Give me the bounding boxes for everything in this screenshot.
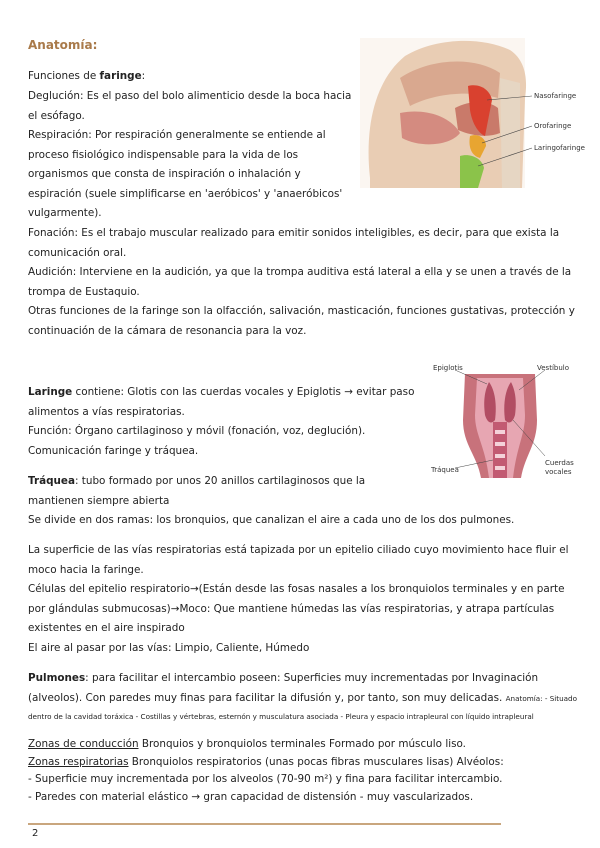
traquea-line: Se divide en dos ramas: los bronquios, que canalizan el aire a cada uno de los dos pulmones. xyxy=(28,514,515,526)
faringe-line: Audición: Interviene en la audición, ya que la trompa auditiva está lateral a ella y se unen a través de la xyxy=(28,266,572,278)
zona-conduccion-rest: Bronquios y bronquiolos terminales Formado por músculo liso. xyxy=(138,738,466,750)
faringe-line: Fonación: Es el trabajo muscular realizado para emitir sonidos inteligibles, es decir, para que exista la xyxy=(28,227,560,239)
epitelio-line: Células del epitelio respiratorio→(Están desde las fosas nasales a los bronquiolos terminales y en parte xyxy=(28,583,565,595)
pulmones-anatomia-detail: dentro de la cavidad toráxica - Costillas y vértebras, esternón y musculatura asociada - Pleura y espacio intrapleural con líquido intrapleural xyxy=(28,712,534,721)
pulmones-anatomia: Anatomía: - Situado xyxy=(505,694,578,703)
faringe-line: Deglución: Es el paso del bolo alimenticio desde la boca hacia xyxy=(28,90,352,102)
pulmones-line xyxy=(28,669,538,689)
label-traquea: Tráquea xyxy=(431,466,459,474)
faringe-line: el esófago. xyxy=(28,110,85,122)
faringe-line: espiración (suele simplificarse en 'aeróbicos' y 'anaeróbicos' xyxy=(28,188,343,200)
pulmones-rest: : para facilitar el intercambio poseen: Superficies muy incrementadas por Invaginación xyxy=(85,672,539,684)
traquea-line: mantienen siempre abierta xyxy=(28,495,170,507)
laringe-bold: Laringe xyxy=(28,386,73,398)
zona-conduccion-label: Zonas de conducción xyxy=(28,738,139,750)
faringe-intro xyxy=(28,67,145,87)
pulmones-bold: Pulmones xyxy=(28,672,86,684)
faringe-line: organismos que consta de inspiración o inhalación y xyxy=(28,168,301,180)
traquea-rest: : tubo formado por unos 20 anillos cartilaginosos que la xyxy=(74,475,366,487)
faringe-line: Respiración: Por respiración generalmente se entiende al xyxy=(28,129,326,141)
zona-item: - Superficie muy incrementada por los alveolos (70-90 m²) y fina para facilitar intercambio. xyxy=(28,773,503,785)
epitelio-line: La superficie de las vías respiratorias está tapizada por un epitelio ciliado cuyo movimiento hace fluir el xyxy=(28,544,569,556)
label-cuerdas: Cuerdas xyxy=(545,459,574,467)
pulmones-line xyxy=(28,689,577,709)
larynx-diagram xyxy=(425,360,580,480)
label-vocales: vocales xyxy=(545,468,572,476)
faringe-intro-pre: Funciones de xyxy=(28,70,100,82)
epitelio-line: por glándulas submucosas)→Moco: Que mantiene húmedas las vías respiratorias, y atrapa partículas xyxy=(28,603,555,615)
traquea-bold: Tráquea xyxy=(28,475,75,487)
faringe-line: comunicación oral. xyxy=(28,247,127,259)
traquea-line xyxy=(28,472,365,492)
footer-divider xyxy=(28,823,501,825)
page-number: 2 xyxy=(32,828,39,839)
laringe-line: Comunicación faringe y tráquea. xyxy=(28,445,199,457)
laringe-line: Función: Órgano cartilaginoso y móvil (fonación, voz, deglución). xyxy=(28,425,366,437)
faringe-intro-bold: faringe xyxy=(99,70,142,82)
epitelio-line: El aire al pasar por las vías: Limpio, Caliente, Húmedo xyxy=(28,642,310,654)
label-orofaringe: Orofaringe xyxy=(534,122,572,130)
laringe-line xyxy=(28,383,414,403)
laringe-rest: contiene: Glotis con las cuerdas vocales y Epiglotis → evitar paso xyxy=(72,386,415,398)
label-nasofaringe: Nasofaringe xyxy=(534,92,577,100)
zona-item: - Paredes con material elástico → gran capacidad de distensión - muy vascularizados. xyxy=(28,791,474,803)
label-laringofaringe: Laringofaringe xyxy=(534,144,585,152)
zona-respiratoria-rest: Bronquiolos respiratorios (unas pocas fibras musculares lisas) Alvéolos: xyxy=(128,756,504,768)
epitelio-line: moco hacia la faringe. xyxy=(28,564,144,576)
faringe-line: continuación de la cámara de resonancia para la voz. xyxy=(28,325,307,337)
faringe-line: trompa de Eustaquio. xyxy=(28,286,140,298)
zona-respiratoria-label: Zonas respiratorias xyxy=(28,756,129,768)
label-vestibulo: Vestíbulo xyxy=(537,364,569,372)
laringe-line: alimentos a vías respiratorias. xyxy=(28,406,185,418)
faringe-intro-post: : xyxy=(141,70,146,82)
label-epiglotis: Epiglotis xyxy=(433,364,463,372)
section-heading: Anatomía: xyxy=(28,38,98,52)
pulmones-line2: (alveolos). Con paredes muy finas para facilitar la difusión y, por tanto, son muy delicadas. xyxy=(28,692,506,704)
faringe-line: proceso fisiológico indispensable para la vida de los xyxy=(28,149,299,161)
faringe-line: vulgarmente). xyxy=(28,207,102,219)
pharynx-diagram xyxy=(360,38,588,188)
epitelio-line: existentes en el aire inspirado xyxy=(28,622,185,634)
faringe-line: Otras funciones de la faringe son la olfacción, salivación, masticación, funciones gustativas, protección y xyxy=(28,305,575,317)
zona-conduccion xyxy=(28,735,466,755)
